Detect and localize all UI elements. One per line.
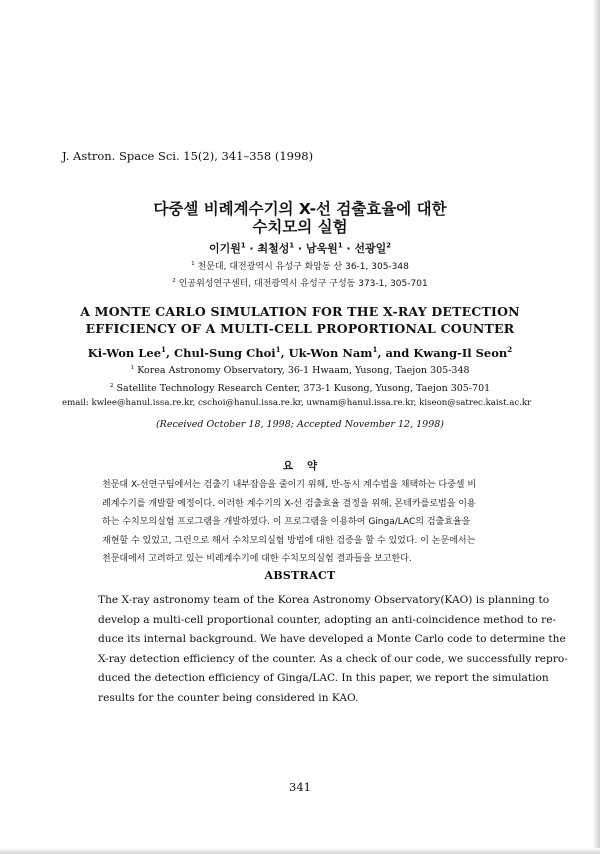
korean-title-line-2: 수치모의 실험: [252, 218, 348, 236]
korean-author: 선광일: [354, 242, 387, 255]
english-title-line-1: A MONTE CARLO SIMULATION FOR THE X-RAY DETECTION: [80, 304, 520, 319]
english-abstract-line: duced the detection efficiency of Ginga/LAC. In this paper, we report the simulation: [98, 672, 549, 684]
affiliation-text: Korea Astronomy Observatory, 36-1 Hwaam, Yusong, Taejon 305-348: [134, 365, 470, 376]
author-separator: ·: [342, 242, 355, 255]
english-abstract: [98, 591, 568, 708]
english-authors: [0, 346, 600, 360]
affiliation-sup: 1: [130, 364, 135, 371]
english-author-sup: 2: [507, 345, 513, 355]
korean-author: 최철성: [257, 242, 290, 255]
english-author: Ki-Won Lee: [87, 346, 162, 360]
english-abstract-line: The X-ray astronomy team of the Korea Astronomy Observatory(KAO) is planning to: [98, 594, 550, 606]
page-number: 341: [289, 780, 311, 794]
journal-reference: J. Astron. Space Sci. 15(2), 341–358 (1998): [62, 149, 314, 163]
author-separator: ·: [294, 242, 306, 255]
korean-affiliation-2: [0, 276, 600, 289]
english-abstract-line: duce its internal background. We have developed a Monte Carlo code to determine the: [98, 633, 566, 645]
english-title-line-2: EFFICIENCY OF A MULTI-CELL PROPORTIONAL COUNTER: [85, 321, 515, 336]
english-author: Kwang-Il Seon: [413, 346, 508, 360]
english-affiliation-1: [0, 365, 600, 376]
affiliation-sup: 2: [109, 382, 114, 389]
korean-abstract-line: 하는 수치모의실험 프로그램을 개발하였다. 이 프로그램을 이용하여 Ginga/LAC의 검출효율을: [102, 517, 471, 527]
korean-author: 이기원: [208, 242, 241, 255]
korean-abstract-heading: 요약: [282, 460, 332, 472]
affiliation-text: 인공위성연구센터, 대전광역시 유성구 구성동 373-1, 305-701: [175, 279, 428, 289]
english-abstract-line: results for the counter being considered in KAO.: [98, 691, 359, 704]
english-author: Uk-Won Nam: [288, 346, 373, 360]
page-edge-bottom: [0, 848, 600, 854]
korean-author: 남욱원: [305, 242, 338, 255]
korean-abstract: [102, 476, 522, 569]
author-separator: ,: [165, 346, 174, 360]
english-abstract-line: X-ray detection efficiency of the counter. As a check of our code, we successfully repro-: [98, 652, 568, 665]
author-separator: ,: [280, 346, 289, 360]
korean-author-sup: 1: [289, 241, 295, 250]
author-separator: ·: [245, 242, 258, 255]
english-author-sup: 1: [275, 345, 281, 355]
affiliation-sup: 2: [172, 278, 176, 284]
affiliation-sup: 1: [191, 261, 195, 267]
korean-author-sup: 2: [386, 241, 392, 250]
email-line: email: kwlee@hanul.issa.re.kr, cschoi@hanul.issa.re.kr, uwnam@hanul.issa.re.kr, kiseon@satrec.kaist.ac.kr: [62, 398, 532, 408]
english-affiliation-2: [0, 383, 600, 394]
affiliation-text: 천문대, 대전광역시 유성구 화암동 산 36-1, 305-348: [194, 262, 409, 272]
korean-abstract-line: 례계수기를 개발할 예정이다. 이러한 계수기의 X-선 검출효율 결정을 위해, 몬테카를로법을 이용: [102, 498, 476, 509]
affiliation-text: Satellite Technology Research Center, 373-1 Kusong, Yusong, Taejon 305-701: [113, 383, 491, 394]
korean-title-line-1: 다중셀 비례계수기의 X-선 검출효율에 대한: [153, 200, 447, 218]
english-author: Chul-Sung Choi: [174, 346, 276, 360]
korean-author-sup: 1: [240, 241, 246, 250]
korean-affiliation-1: [0, 259, 600, 272]
english-abstract-line: develop a multi-cell proportional counter, adopting an anti-coincidence method to re-: [98, 613, 557, 626]
english-author-sup: 1: [161, 345, 166, 355]
received-dates: (Received October 18, 1998; Accepted November 12, 1998): [155, 419, 445, 430]
english-author-sup: 1: [372, 345, 378, 355]
korean-abstract-line: 천문대에서 고려하고 있는 비례계수기에 대한 수치모의실험 결과들을 보고한다.: [102, 554, 412, 564]
korean-abstract-line: 재현할 수 있었고, 그런으로 해서 수치모의실험 방법에 대한 검증을 할 수 있었다. 이 논문에서는: [102, 535, 476, 546]
korean-abstract-line: 천문대 X-선연구팀에서는 검출기 내부잡음을 줄이기 위해, 반-동시 계수법을 채택하는 다중셀 비: [102, 480, 477, 490]
author-separator: , and: [377, 346, 414, 360]
korean-authors: [0, 240, 600, 256]
korean-author-sup: 1: [337, 241, 343, 250]
english-abstract-heading: ABSTRACT: [264, 569, 336, 582]
